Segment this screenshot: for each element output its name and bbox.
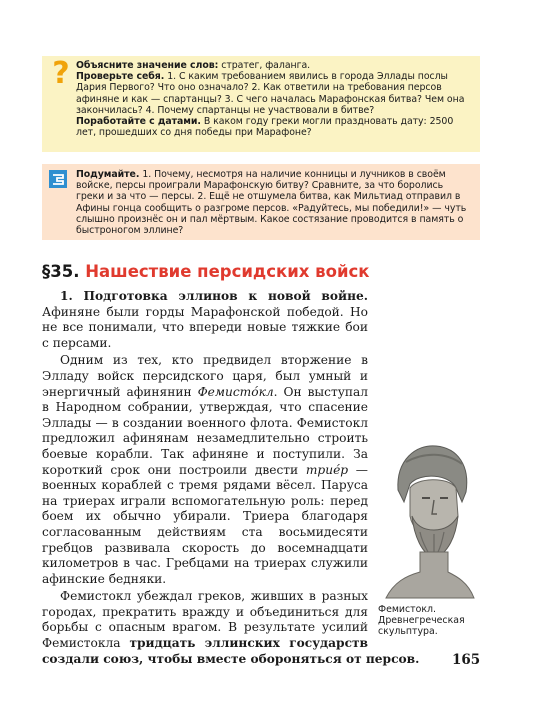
themistocles-bust-image	[376, 432, 480, 600]
paragraph-2-text-c: — военных кораблей с тремя рядами вёсел. Паруса на триерах играли вспомогательную роль: перед боем их обычно убирали. Триера благодаря согласованным действиям ста восьмидесяти гребцов развивала скорость до восемнадцати километров в час. Гребцами на триерах служили афинские бедняки.	[42, 462, 368, 586]
term-trireme: триéр	[305, 462, 349, 477]
think-label: Подумайте.	[76, 169, 140, 180]
question-mark-icon: ?	[52, 56, 70, 91]
think-icon	[49, 170, 67, 188]
paragraph-2-text-a: Одним из тех, кто предвидел вторжение в Элладу войск персидского царя, был умный и энергичный афинянин	[42, 353, 368, 399]
paragraph-2-text-b: . Он выступал в Народном собрании, утверждая, что спасение Эллады — в создании военного флота. Фемистокл предложил афинянам незамедлительно строить боевые корабли. Так афиняне и поступили. За короткий срок они построили двести	[42, 384, 368, 477]
explain-text: стратег, фаланга.	[218, 60, 311, 71]
review-text	[76, 60, 472, 138]
page-number: 165	[452, 652, 481, 668]
explain-label: Объясните значение слов:	[76, 60, 219, 71]
paragraph-1-text: Афиняне были горды Марафонской победой. Но не все понимали, что впереди новые тяжкие бои с персами.	[42, 304, 368, 350]
dates-text: В каком году греки могли праздновать дату: 2500 лет, прошедших со дня победы при Марафоне?	[76, 116, 454, 139]
figure-caption: Фемистокл. Древнегреческая скульптура.	[378, 604, 465, 637]
term-themistocles: Фемистóкл	[197, 384, 274, 399]
section-title: Нашествие персидских войск	[85, 262, 370, 281]
section-number: §35.	[42, 262, 80, 281]
think-text	[76, 169, 472, 236]
subheading-1: 1. Подготовка эллинов к новой войне.	[60, 289, 368, 303]
check-questions: 1. С каким требованием явились в города Эллады послы Дария Первого? Что оно означало? 2. Как ответили на требования персов афиняне и как — спартанцы? 3. С чего началась Марафонская битва? Чем она закончилась? 4. Почему спартанцы не участвовали в битве?	[76, 71, 465, 116]
section-heading	[42, 262, 370, 284]
paragraph-3-bold: тридцать эллинских государств создали союз, чтобы вместе обороняться от персов.	[42, 636, 420, 666]
dates-label: Поработайте с датами.	[76, 116, 201, 128]
paragraph-1	[42, 289, 480, 351]
think-questions: 1. Почему, несмотря на наличие конницы и лучников в своём войске, персы проиграли Марафонскую битву? Сравните, за что боролись греки и за что — персы. 2. Ещё не отшумела битва, как Мильтиад отправил в Афины гонца сообщить о разгроме персов. «Радуйтесь, мы победили!» — чуть слышно произнёс он и пал мёртвым. Какое состязание проводится в память о быстроногом эллине?	[76, 169, 467, 237]
paragraph-3-text-a: Фемистокл убеждал греков, живших в разных городах, прекратить вражду и объединиться для борьбы с опасным врагом. В результате усилий Фемистокла	[42, 589, 368, 651]
check-label: Проверьте себя.	[76, 71, 165, 83]
review-questions-box	[42, 56, 480, 152]
think-box	[42, 164, 480, 240]
